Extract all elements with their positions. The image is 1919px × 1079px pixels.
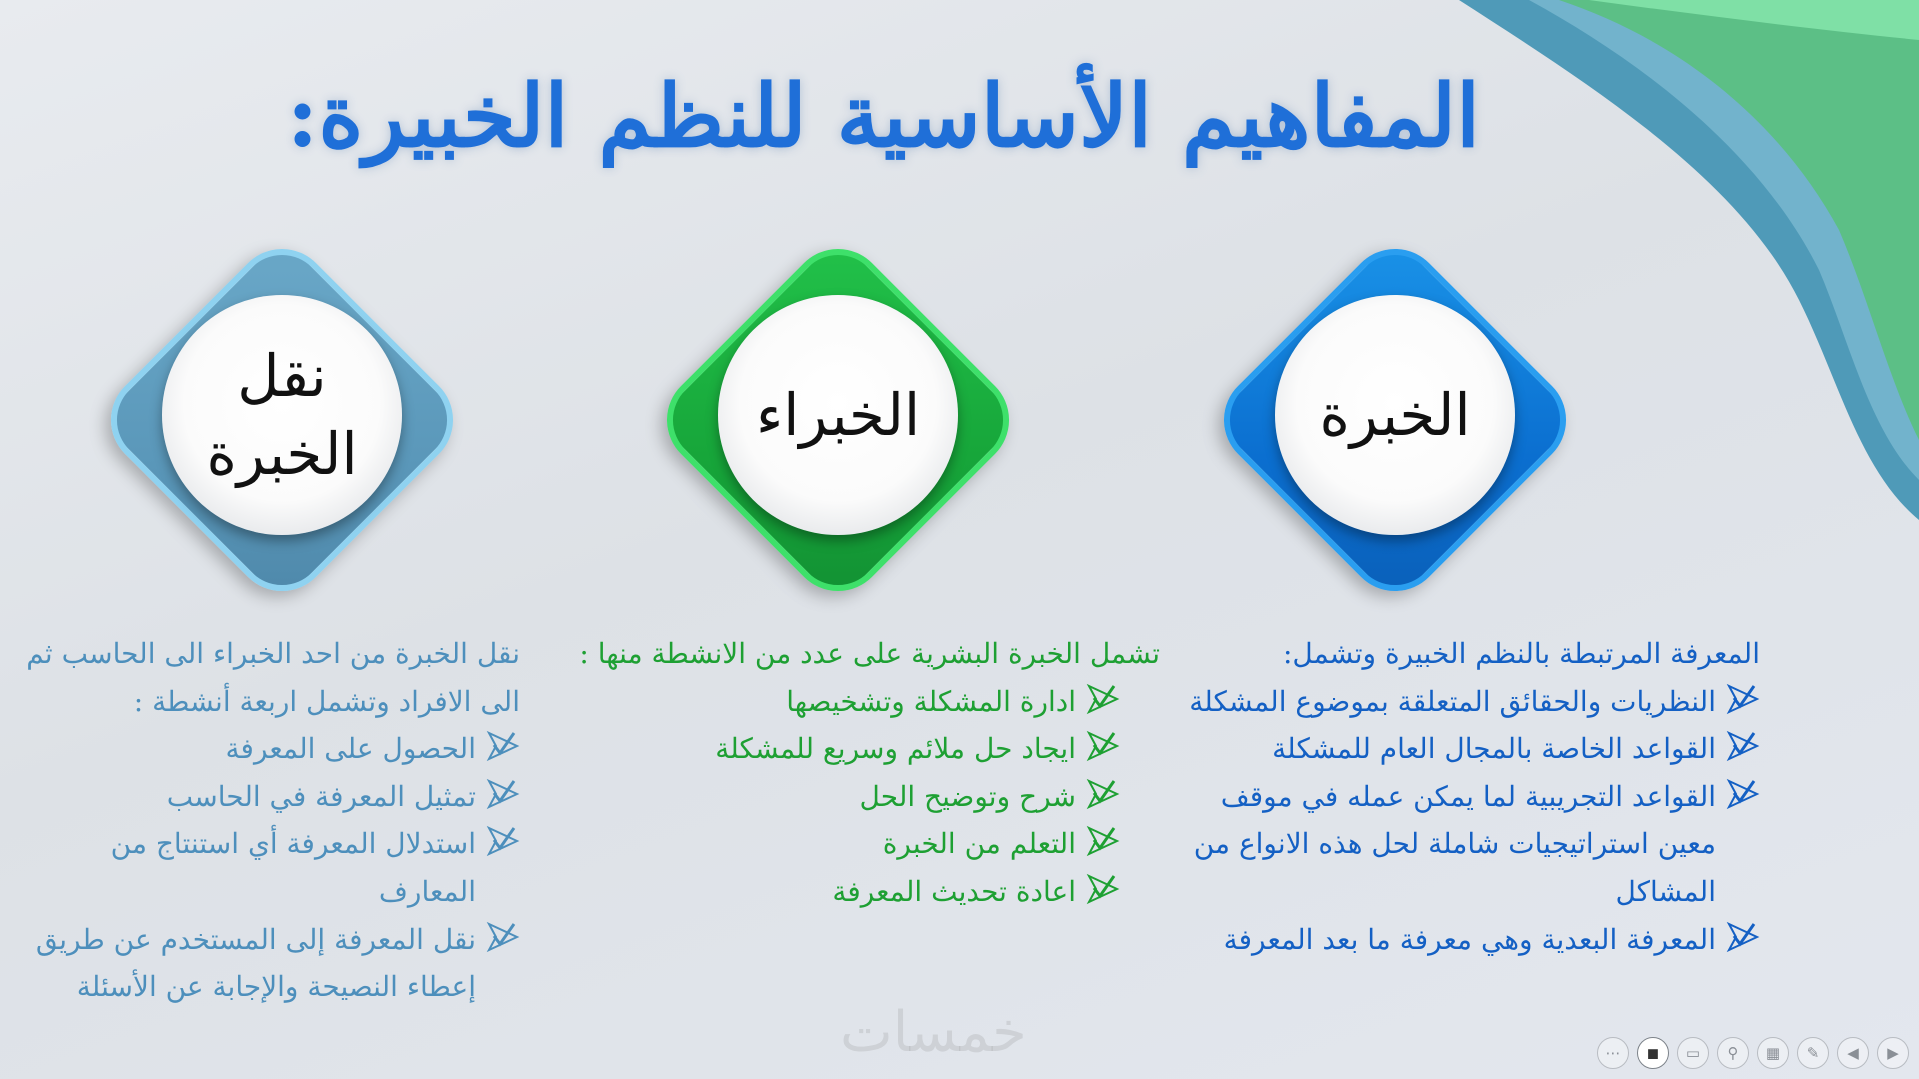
- checkmark-arrow-icon: [1726, 920, 1760, 954]
- concept-label-line1: نقل: [237, 341, 327, 410]
- transfer-description: [10, 630, 520, 1011]
- list-item: القواعد الخاصة بالمجال العام للمشكلة: [1180, 725, 1760, 773]
- checkmark-arrow-icon: [486, 729, 520, 763]
- list-item: الحصول على المعرفة: [10, 725, 520, 773]
- list-item: استدلال المعرفة أي استنتاج من المعارف: [10, 820, 520, 915]
- column-heading: نقل الخبرة من احد الخبراء الى الحاسب ثم الى الافراد وتشمل اربعة أنشطة :: [26, 637, 520, 718]
- concept-experts: [648, 230, 1028, 610]
- concept-circle: [1275, 295, 1515, 535]
- concept-label: الخبراء: [755, 380, 921, 449]
- list-item: المعرفة البعدية وهي معرفة ما بعد المعرفة: [1180, 916, 1760, 964]
- slide-title: المفاهيم الأساسية للنظم الخبيرة:: [286, 66, 1480, 167]
- concept-expertise-transfer: [92, 230, 472, 610]
- list-item: شرح وتوضيح الحل: [570, 773, 1120, 821]
- previous-icon[interactable]: ◀: [1837, 1037, 1869, 1069]
- column-heading: تشمل الخبرة البشرية على عدد من الانشطة منها :: [579, 637, 1160, 670]
- list-item: تمثيل المعرفة في الحاسب: [10, 773, 520, 821]
- checkmark-arrow-icon: [486, 777, 520, 811]
- checkmark-arrow-icon: [1086, 872, 1120, 906]
- concept-circle: [162, 295, 402, 535]
- pen-icon[interactable]: ✎: [1797, 1037, 1829, 1069]
- list-item: ايجاد حل ملائم وسريع للمشكلة: [570, 725, 1120, 773]
- concept-circle: [718, 295, 958, 535]
- bullet-list: [1180, 678, 1760, 964]
- bullet-list: [570, 678, 1160, 916]
- subtitles-icon[interactable]: ▭: [1677, 1037, 1709, 1069]
- checkmark-arrow-icon: [1086, 682, 1120, 716]
- list-item: النظريات والحقائق المتعلقة بموضوع المشكلة: [1180, 678, 1760, 726]
- checkmark-arrow-icon: [486, 920, 520, 954]
- checkmark-arrow-icon: [1086, 729, 1120, 763]
- concept-label: الخبرة: [1319, 380, 1471, 449]
- video-icon[interactable]: ◼: [1637, 1037, 1669, 1069]
- expertise-description: [1180, 630, 1760, 963]
- more-icon[interactable]: ⋯: [1597, 1037, 1629, 1069]
- list-item: نقل المعرفة إلى المستخدم عن طريق إعطاء النصيحة والإجابة عن الأسئلة: [10, 916, 520, 1011]
- checkmark-arrow-icon: [1726, 729, 1760, 763]
- checkmark-arrow-icon: [1726, 777, 1760, 811]
- slideshow-toolbar: [1597, 1037, 1909, 1069]
- bullet-list: [10, 725, 520, 1011]
- column-heading: المعرفة المرتبطة بالنظم الخبيرة وتشمل:: [1282, 637, 1760, 670]
- checkmark-arrow-icon: [1086, 777, 1120, 811]
- list-item: التعلم من الخبرة: [570, 820, 1120, 868]
- list-item: اعادة تحديث المعرفة: [570, 868, 1120, 916]
- concept-label-line2: الخبرة: [206, 420, 358, 488]
- checkmark-arrow-icon: [1086, 824, 1120, 858]
- checkmark-arrow-icon: [486, 824, 520, 858]
- list-item: القواعد التجريبية لما يمكن عمله في موقف معين استراتيجيات شاملة لحل هذه الانواع من المشاكل: [1180, 773, 1760, 916]
- zoom-icon[interactable]: ⚲: [1717, 1037, 1749, 1069]
- next-icon[interactable]: ▶: [1877, 1037, 1909, 1069]
- list-item: ادارة المشكلة وتشخيصها: [570, 678, 1120, 726]
- checkmark-arrow-icon: [1726, 682, 1760, 716]
- watermark-logo: خمسات: [840, 1000, 1027, 1065]
- slides-grid-icon[interactable]: ▦: [1757, 1037, 1789, 1069]
- concept-expertise: [1205, 230, 1585, 610]
- experts-description: [570, 630, 1160, 916]
